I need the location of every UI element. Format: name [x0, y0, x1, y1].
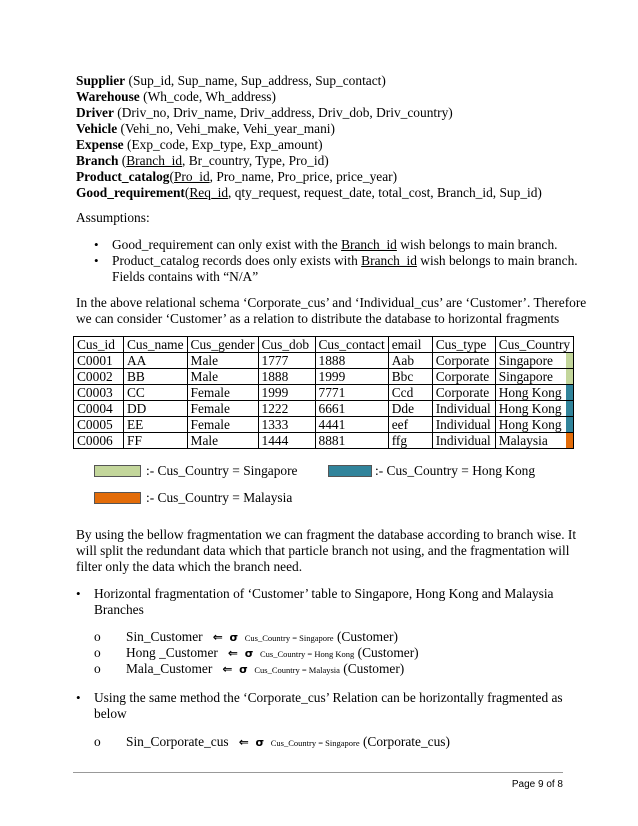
primary-key: Branch_id — [126, 153, 183, 168]
table-cell: C0003 — [74, 385, 124, 401]
table-cell: 1333 — [258, 417, 315, 433]
assumption-1: Good_requirement can only exist with the Branch_id wish belongs to main branch. — [112, 237, 558, 252]
fragment-expression: Sin_Corporate_cus ⇐ σ Cus_Country = Singapore (Corporate_cus) — [126, 734, 450, 749]
bullet-2-line-2: below — [94, 706, 127, 721]
schema-line-good-requirement: Good_requirement(Req_id, qty_request, request_date, total_cost, Branch_id, Sup_id) — [76, 185, 542, 200]
sub-bullet-icon: o — [94, 629, 101, 644]
fragment-expression: Sin_Customer ⇐ σ Cus_Country = Singapore (Customer) — [126, 629, 398, 644]
primary-key: Pro_id — [173, 169, 210, 184]
left-arrow-icon: ⇐ — [238, 735, 249, 749]
bullet-icon: • — [76, 690, 81, 705]
left-arrow-icon: ⇐ — [227, 646, 238, 660]
table-cell: Hong Kong — [495, 385, 573, 401]
schema-line-expense: Expense (Exp_code, Exp_type, Exp_amount) — [76, 137, 323, 152]
assumption-2: Product_catalog records does only exists with Branch_id wish belongs to main branch. — [112, 253, 578, 268]
footer-divider — [73, 772, 563, 773]
table-cell: 1444 — [258, 433, 315, 449]
table-cell: 1999 — [315, 369, 388, 385]
bullet-icon: • — [94, 237, 99, 252]
bullet-1-line-1: Horizontal fragmentation of ‘Customer’ table to Singapore, Hong Kong and Malaysia — [94, 586, 554, 601]
table-cell: EE — [124, 417, 188, 433]
column-header: email — [388, 337, 432, 353]
column-header: Cus_id — [74, 337, 124, 353]
table-row — [74, 401, 574, 417]
table-cell: Hong Kong — [495, 401, 573, 417]
sub-bullet-icon: o — [94, 645, 101, 660]
table-cell: 6661 — [315, 401, 388, 417]
customer-table — [73, 336, 574, 449]
column-header: Cus_Country — [495, 337, 573, 353]
table-cell: FF — [124, 433, 188, 449]
table-cell: BB — [124, 369, 188, 385]
intro-line-1: In the above relational schema ‘Corporate_cus’ and ‘Individual_cus’ are ‘Customer’. Therefore — [76, 295, 587, 310]
schema-line-warehouse: Warehouse (Wh_code, Wh_address) — [76, 89, 276, 104]
row-color-marker-malaysia — [566, 433, 573, 448]
table-cell: C0004 — [74, 401, 124, 417]
fragment-expression: Mala_Customer ⇐ σ Cus_Country = Malaysia (Customer) — [126, 661, 405, 676]
page-number: Page 9 of 8 — [511, 779, 563, 790]
table-cell: Individual — [432, 433, 495, 449]
legend-swatch-singapore — [94, 465, 141, 477]
row-color-marker-hong-kong — [566, 417, 573, 432]
table-cell: eef — [388, 417, 432, 433]
table-cell: Singapore — [495, 369, 573, 385]
table-cell: 4441 — [315, 417, 388, 433]
table-cell: Corporate — [432, 353, 495, 369]
row-color-marker-hong-kong — [566, 401, 573, 416]
table-cell: C0002 — [74, 369, 124, 385]
row-color-marker-singapore — [566, 353, 573, 368]
row-color-marker-singapore — [566, 369, 573, 384]
sigma-icon: σ — [255, 736, 265, 749]
legend-swatch-hong-kong — [328, 465, 372, 477]
table-cell: 1888 — [258, 369, 315, 385]
table-cell: Dde — [388, 401, 432, 417]
table-cell: ffg — [388, 433, 432, 449]
sub-bullet-icon: o — [94, 734, 101, 749]
table-cell: C0006 — [74, 433, 124, 449]
column-header: Cus_name — [124, 337, 188, 353]
table-cell: Corporate — [432, 369, 495, 385]
table-cell: C0005 — [74, 417, 124, 433]
schema-line-supplier: Supplier (Sup_id, Sup_name, Sup_address, Sup_contact) — [76, 73, 386, 88]
paragraph-line-3: filter only the data which the branch need. — [76, 559, 303, 574]
column-header: Cus_contact — [315, 337, 388, 353]
schema-line-driver: Driver (Driv_no, Driv_name, Driv_address, Driv_dob, Driv_country) — [76, 105, 453, 120]
table-row — [74, 369, 574, 385]
assumptions-heading: Assumptions: — [76, 210, 150, 225]
left-arrow-icon: ⇐ — [212, 630, 223, 644]
table-cell: AA — [124, 353, 188, 369]
table-cell: Female — [187, 385, 258, 401]
table-header-row — [74, 337, 574, 353]
table-cell: 1222 — [258, 401, 315, 417]
bullet-icon: • — [94, 253, 99, 268]
sigma-icon: σ — [244, 647, 254, 660]
table-cell: DD — [124, 401, 188, 417]
table-cell: Ccd — [388, 385, 432, 401]
legend-label-malaysia: :- Cus_Country = Malaysia — [146, 490, 293, 505]
table-cell: Malaysia — [495, 433, 573, 449]
left-arrow-icon: ⇐ — [222, 662, 233, 676]
table-cell: CC — [124, 385, 188, 401]
schema-line-branch: Branch (Branch_id, Br_country, Type, Pro_id) — [76, 153, 329, 168]
table-cell: Female — [187, 417, 258, 433]
sub-bullet-icon: o — [94, 661, 101, 676]
fragment-expression: Hong _Customer ⇐ σ Cus_Country = Hong Kong (Customer) — [126, 645, 419, 660]
intro-line-2: we can consider ‘Customer’ as a relation to distribute the database to horizontal fragments — [76, 311, 560, 326]
assumption-2-line2: Fields contains with “N/A” — [112, 269, 259, 284]
table-cell: Hong Kong — [495, 417, 573, 433]
table-row — [74, 385, 574, 401]
table-cell: Aab — [388, 353, 432, 369]
table-row — [74, 417, 574, 433]
table-cell: Male — [187, 433, 258, 449]
table-cell: Individual — [432, 417, 495, 433]
schema-line-vehicle: Vehicle (Vehi_no, Vehi_make, Vehi_year_mani) — [76, 121, 335, 136]
sigma-icon: σ — [229, 631, 239, 644]
sigma-icon: σ — [239, 663, 248, 676]
table-cell: Individual — [432, 401, 495, 417]
table-cell: Singapore — [495, 353, 573, 369]
table-cell: Male — [187, 369, 258, 385]
legend-label-hong-kong: :- Cus_Country = Hong Kong — [375, 463, 536, 478]
primary-key: Req_id — [189, 185, 229, 200]
paragraph-line-2: will split the redundant data which that particle branch not using, and the fragmentation will — [76, 543, 570, 558]
bullet-1-line-2: Branches — [94, 602, 144, 617]
column-header: Cus_gender — [187, 337, 258, 353]
table-row — [74, 353, 574, 369]
row-color-marker-hong-kong — [566, 385, 573, 400]
column-header: Cus_dob — [258, 337, 315, 353]
schema-line-product-catalog: Product_catalog(Pro_id, Pro_name, Pro_price, price_year) — [76, 169, 398, 184]
legend-label-singapore: :- Cus_Country = Singapore — [146, 463, 298, 478]
table-cell: 8881 — [315, 433, 388, 449]
table-cell: 1888 — [315, 353, 388, 369]
table-cell: Corporate — [432, 385, 495, 401]
bullet-icon: • — [76, 586, 81, 601]
table-cell: Bbc — [388, 369, 432, 385]
table-cell: 1777 — [258, 353, 315, 369]
legend-swatch-malaysia — [94, 492, 141, 504]
table-row — [74, 433, 574, 449]
table-cell: 7771 — [315, 385, 388, 401]
column-header: Cus_type — [432, 337, 495, 353]
table-cell: 1999 — [258, 385, 315, 401]
table-cell: Male — [187, 353, 258, 369]
table-cell: C0001 — [74, 353, 124, 369]
bullet-2-line-1: Using the same method the ‘Corporate_cus’ Relation can be horizontally fragmented as — [94, 690, 563, 705]
paragraph-line-1: By using the bellow fragmentation we can fragment the database according to branch wise. It — [76, 527, 577, 542]
table-cell: Female — [187, 401, 258, 417]
